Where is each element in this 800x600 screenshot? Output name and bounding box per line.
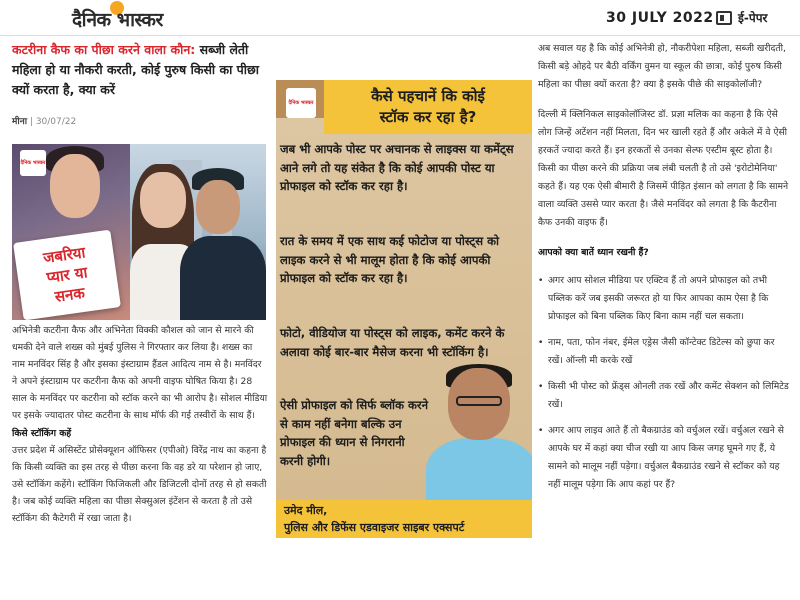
left-paragraph: उत्तर प्रदेश में असिस्टेंट प्रोसेक्यूशन ऑफिसर (एपीओ) विरेंद्र नाथ का कहना है कि किसी व्यक्ति का इस तरह से पीछा करना कि वह डरे या परेशान हो जाए, उसे स्टॉकिंग कहेंगे। स्टॉकिंग फिजिकली और डिजिटली दोनों तरह से हो सकती है। जब कोई व्यक्ति महिला का पीछा सेक्सुअल इंटेंशन से करता है तो उसे स्टॉकिंग की कैटेगरी में रखा जाता है।	[12, 445, 267, 524]
byline-date: 30/07/22	[35, 117, 77, 127]
infographic	[276, 80, 532, 538]
right-paragraph: अब सवाल यह है कि कोई अभिनेत्री हो, नौकरीपेशा महिला, सब्जी खरीदती, किसी बड़े ओहदे पर बैठी वर्किंग वुमन या स्कूल की छात्रा, कोई पुरुष किसी महिला का पीछा क्यों करता है? क्या है इसके पीछे की साइकोलॉजी?	[538, 43, 786, 90]
expert-photo	[426, 368, 532, 508]
site-logo[interactable]: दैनिक भास्कर	[72, 9, 163, 31]
infographic-point: रात के समय में एक साथ कई फोटोज या पोस्ट्स को लाइक करने से भी मालूम होता है कि कोई आपकी प्रोफाइल को स्टॉक कर रहा है।	[280, 234, 500, 285]
list-item: • किसी भी पोस्ट को फ्रेंड्स ओनली तक रखें और कमेंट सेक्शन को लिमिटेड रखें।	[538, 378, 790, 414]
expert-title: पुलिस और डिफेंस एडवाइजर साइबर एक्सपर्ट	[284, 521, 465, 534]
stamp-line: जबरिया	[42, 243, 87, 268]
epaper-link[interactable]	[716, 9, 767, 26]
infographic-title-line: कैसे पहचानें कि कोई	[371, 87, 485, 105]
article-photo	[12, 144, 266, 320]
photo-stamp	[13, 230, 121, 320]
right-subhead: आपको क्या बातें ध्यान रखनी हैं?	[538, 247, 649, 258]
expert-name: उमेद मील,	[284, 504, 328, 517]
expert-credit	[276, 500, 532, 538]
masthead	[0, 0, 800, 36]
headline-highlight: कटरीना कैफ का पीछा करने वाला कौन:	[12, 42, 196, 57]
epaper-label: ई-पेपर	[738, 11, 768, 25]
right-paragraph: दिल्ली में क्लिनिकल साइकोलॉजिस्ट डॉ. प्रज्ञा मलिक का कहना है कि ऐसे लोग जिन्हें अटेंशन नहीं मिलता, दिन भर खाली रहते हैं और अकेले में वे ऐसी हरकतें ज्यादा करते हैं। इन हरकतों से उनका सेल्फ एस्टीम बूस्ट होता है। किसी का पीछा करने की प्रक्रिया जब लंबी चलती है तो उसे 'इरोटोमेनिया' कहते हैं। यह एक ऐसी बीमारी है जिसमें पीड़ित इंसान को लगता है कि सामने वाला व्यक्ति उससे प्यार करता है। जैसे मनविंदर को लगता है कि कैटरीना कैफ उनकी वाइफ हैं।	[538, 109, 789, 228]
list-item: • नाम, पता, फोन नंबर, ईमेल एड्रेस जैसी कॉन्टेक्ट डिटेल्स को छुपा कर रखें। ऑन्ली मी करके रखें	[538, 334, 790, 370]
right-body	[538, 40, 790, 502]
edition-date: 30 JULY 2022	[606, 10, 714, 26]
infographic-title-line: स्टॉक कर रहा है?	[379, 108, 477, 126]
list-item: • अगर आप सोशल मीडिया पर एक्टिव हैं तो अपने प्रोफाइल को तभी पब्लिक करें जब इसकी जरूरत हो या फिर आपका काम ऐसा है कि प्रोफाइल को बिना पब्लिक किए बिना काम नहीं चल सकता।	[538, 272, 790, 326]
stamp-line: प्यार या	[45, 263, 89, 287]
tips-list	[538, 272, 790, 494]
byline: मीना | 30/07/22	[12, 117, 77, 127]
headline-rest: सब्जी लेती महिला हो या नौकरी करती, कोई पुरुष किसी का पीछा क्यों करता है, क्या करें	[12, 42, 260, 97]
article-headline	[12, 40, 267, 100]
infographic-point: ऐसी प्रोफाइल को सिर्फ ब्लॉक करने से काम नहीं बनेगा बल्कि उन प्रोफाइल की ध्यान से निगरानी करनी होगी।	[280, 398, 429, 468]
infographic-point: जब भी आपके पोस्ट पर अचानक से लाइक्स या कमेंट्स आने लगे तो यह संकेत है कि कोई आपकी पोस्ट या प्रोफाइल को स्टॉक कर रहा है।	[280, 142, 514, 193]
newspaper-icon	[716, 11, 732, 25]
left-paragraph: अभिनेत्री कटरीना कैफ और अभिनेता विक्की कौशल को जान से मारने की धमकी देने वाले शख्स को मुंबई पुलिस ने गिरफ्तार कर लिया है। शख्स का नाम मनविंदर सिंह है और इसका इंस्टाग्राम हैंडल आदित्य नाम से है। मनविंदर ने अपने इंस्टाग्राम पर कटरीना कैफ को अपनी वाइफ घोषित किया है। 28 साल के मनविंदर पर कटरीना को स्टॉक करने का भी आरोप है। सोशल मीडिया पर इसके ज्यादातर पोस्ट कटरीना के साथ मॉर्फ की गई तस्वीरों के साथ हैं।	[12, 325, 268, 421]
infographic-title	[324, 80, 532, 134]
left-subhead: किसे स्टॉकिंग कहें	[12, 428, 72, 439]
byline-author: मीना	[12, 117, 28, 127]
infographic-logo: दैनिक भास्कर	[286, 88, 316, 118]
photo-logo: दैनिक भास्कर	[20, 150, 46, 176]
stamp-line: सनक	[53, 283, 86, 306]
list-item: • अगर आप लाइव आते हैं तो बैकग्राउंड को वर्चुअल रखें। वर्चुअल रखने से आपके घर में कहां क्या चीज रखी या आप किस जगह घूमने गए हैं, ये सामने को मालूम नहीं पड़ेगा। वर्चुअल बैकग्राउंड रखने से स्टॉकर को यह नहीं मालूम पड़ेगा कि आप कहां पर हैं?	[538, 422, 790, 494]
infographic-point: फोटो, वीडियोज या पोस्ट्स को लाइक, कमेंट करने के अलावा कोई बार-बार मैसेज करना भी स्टॉकिंग है।	[280, 326, 505, 359]
left-body	[12, 322, 268, 527]
